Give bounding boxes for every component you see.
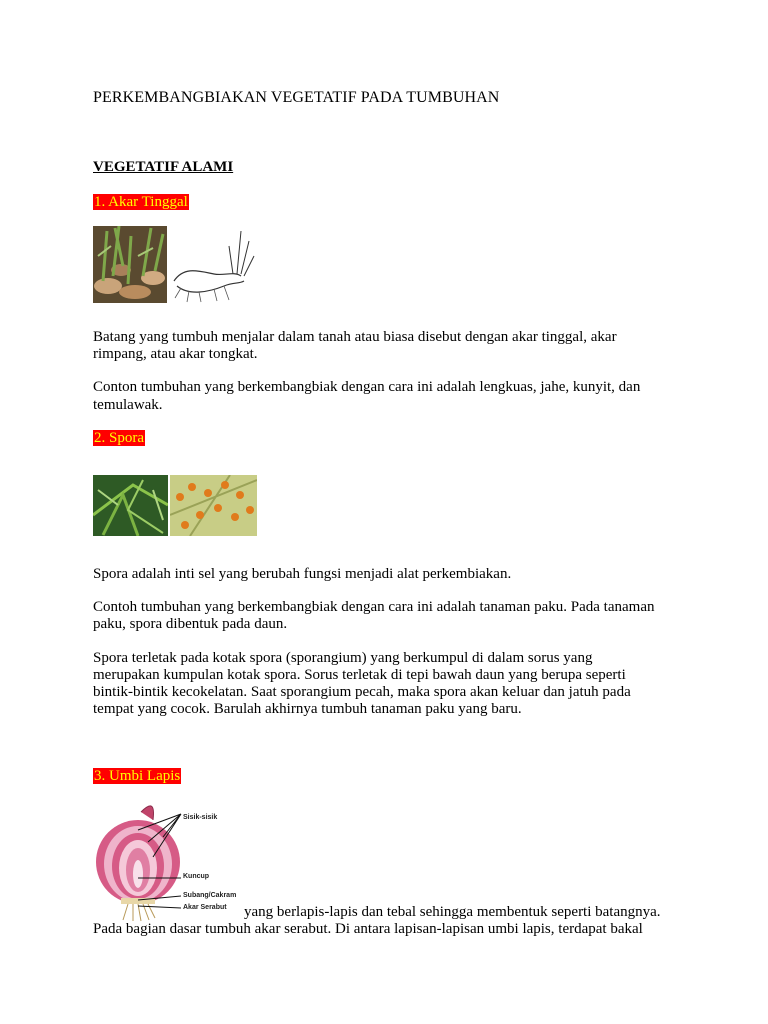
paragraph-line: merupakan kumpulan kotak spora. Sorus terletak di tepi bawah daun yang berupa seperti [93, 667, 626, 683]
paragraph-line: paku, spora dibentuk pada daun. [93, 616, 288, 632]
item-heading-spora: 2. Spora [94, 430, 144, 446]
rhizome-sketch [169, 226, 256, 303]
paragraph-line: tempat yang cocok. Barulah akhirnya tumbuh tanaman paku yang baru. [93, 701, 522, 717]
fern-photo [93, 475, 168, 536]
diagram-label: Kuncup [183, 873, 210, 880]
page-title: PERKEMBANGBIAKAN VEGETATIF PADA TUMBUHAN [93, 89, 500, 106]
paragraph-line: bintik-bintik kecokelatan. Saat sporangium pecah, maka spora akan keluar dan jatuh pada [93, 684, 631, 700]
item-heading-akar-tinggal: 1. Akar Tinggal [94, 194, 188, 210]
diagram-label: Akar Serabut [183, 904, 227, 911]
diagram-label: Sisik-sisik [183, 814, 218, 821]
paragraph-line: Spora adalah inti sel yang berubah fungsi menjadi alat perkembiakan. [93, 566, 512, 582]
paragraph-line: Batang yang tumbuh menjalar dalam tanah atau biasa disebut dengan akar tinggal, akar [93, 329, 617, 345]
paragraph-line: Conton tumbuhan yang berkembangbiak dengan cara ini adalah lengkuas, jahe, kunyit, dan [93, 379, 641, 395]
spore-sorus-photo [170, 475, 257, 536]
paragraph-line: rimpang, atau akar tongkat. [93, 346, 258, 362]
paragraph-line: Pada bagian dasar tumbuh akar serabut. Di antara lapisan-lapisan umbi lapis, terdapat bakal [93, 921, 643, 937]
section-heading: VEGETATIF ALAMI [93, 159, 234, 175]
paragraph-line: Contoh tumbuhan yang berkembangbiak dengan cara ini adalah tanaman paku. Pada tanaman [93, 599, 655, 615]
paragraph-line: yang berlapis-lapis dan tebal sehingga membentuk seperti batangnya. [244, 904, 661, 920]
paragraph-line: Spora terletak pada kotak spora (sporangium) yang berkumpul di dalam sorus yang [93, 650, 593, 666]
paragraph-line: temulawak. [93, 397, 163, 413]
item-heading-umbi-lapis: 3. Umbi Lapis [94, 768, 181, 784]
onion-diagram [93, 802, 242, 922]
diagram-label: Subang/Cakram [183, 892, 237, 899]
ginger-photo [93, 226, 167, 303]
